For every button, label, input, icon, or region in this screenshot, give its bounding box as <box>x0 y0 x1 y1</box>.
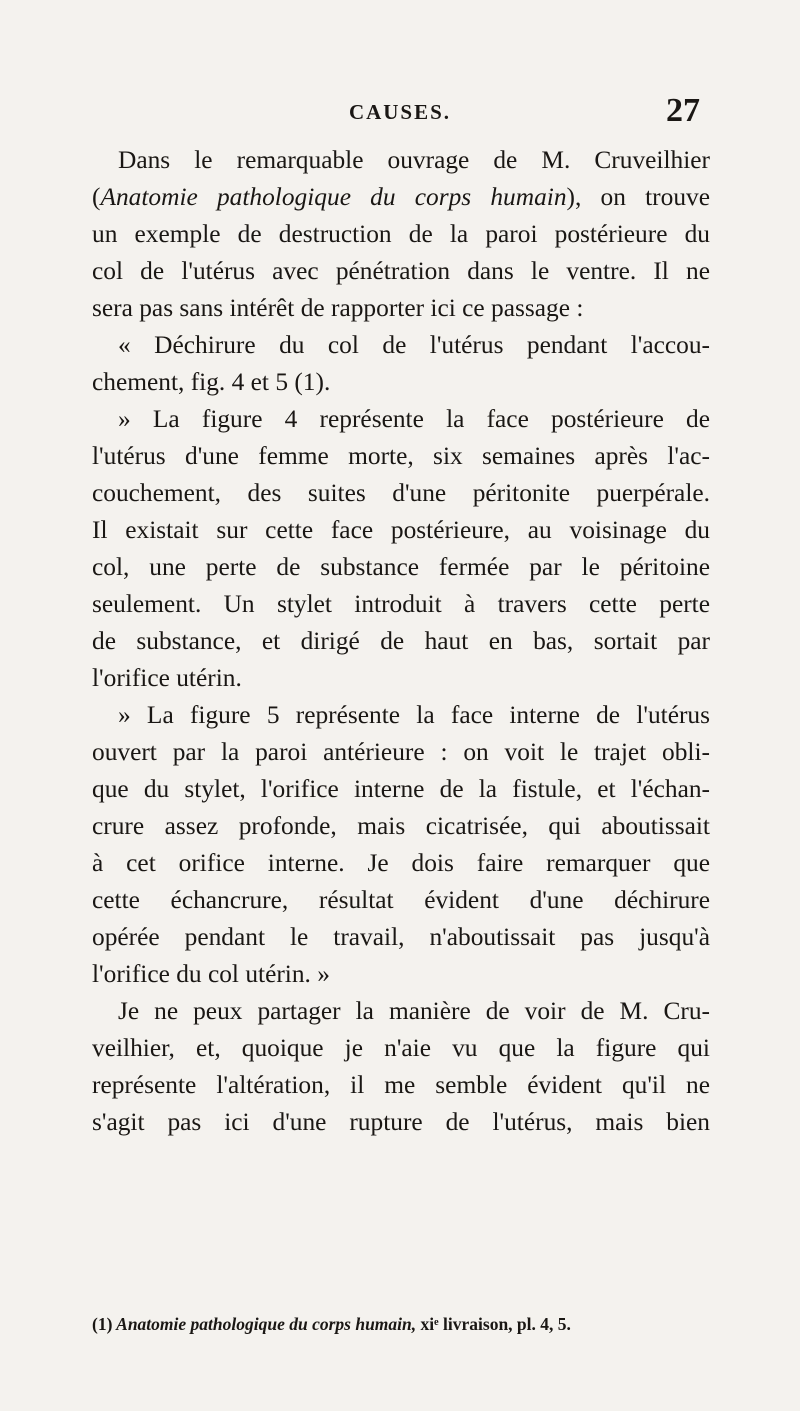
text-line: ouvert par la paroi antérieure : on voit le trajet obli- <box>92 738 710 766</box>
running-head: CAUSES. <box>348 100 452 124</box>
body-text <box>92 142 710 1141</box>
text-line: col de l'utérus avec pénétration dans le ventre. Il ne <box>92 257 710 285</box>
footnote-reference: xiᵉ livraison, pl. 4, 5. <box>420 1314 571 1334</box>
text-line: l'orifice utérin. <box>92 664 242 692</box>
text-line: sera pas sans intérêt de rapporter ici ce passage : <box>92 294 584 322</box>
text-line: » La figure 5 représente la face interne de l'utérus <box>118 701 710 729</box>
text-line: un exemple de destruction de la paroi postérieure du <box>92 220 710 248</box>
footnote-marker: (1) <box>92 1314 113 1334</box>
text-line: col, une perte de substance fermée par le péritoine <box>92 553 710 581</box>
text-line: veilhier, et, quoique je n'aie vu que la figure qui <box>92 1034 710 1062</box>
text-line: de substance, et dirigé de haut en bas, sortait par <box>92 627 710 655</box>
text-line: (Anatomie pathologique du corps humain), on trouve <box>92 183 710 211</box>
text-line: seulement. Un stylet introduit à travers cette perte <box>92 590 710 618</box>
text-line: opérée pendant le travail, n'aboutissait pas jusqu'à <box>92 923 710 951</box>
text-line: couchement, des suites d'une péritonite puerpérale. <box>92 479 710 507</box>
text-line: à cet orifice interne. Je dois faire remarquer que <box>92 849 710 877</box>
cited-work-title: Anatomie pathologique du corps humain <box>100 183 567 211</box>
text-line: que du stylet, l'orifice interne de la fistule, et l'échan- <box>92 775 710 803</box>
page-number: 27 <box>666 92 700 129</box>
text-line: l'orifice du col utérin. » <box>92 960 330 988</box>
text-line: » La figure 4 représente la face postérieure de <box>118 405 710 433</box>
page-header <box>0 92 800 132</box>
text-line: crure assez profonde, mais cicatrisée, qui aboutissait <box>92 812 710 840</box>
footnote-title: Anatomie pathologique du corps humain, <box>116 1314 417 1334</box>
text-line: Je ne peux partager la manière de voir de M. Cru- <box>118 997 710 1025</box>
text-line: « Déchirure du col de l'utérus pendant l'accou- <box>118 331 710 359</box>
text-line: Il existait sur cette face postérieure, au voisinage du <box>92 516 710 544</box>
text-line: l'utérus d'une femme morte, six semaines après l'ac- <box>92 442 710 470</box>
text-line: chement, fig. 4 et 5 (1). <box>92 368 331 396</box>
text-line: représente l'altération, il me semble évident qu'il ne <box>92 1071 710 1099</box>
footnote <box>92 1314 710 1335</box>
text-line: cette échancrure, résultat évident d'une déchirure <box>92 886 710 914</box>
text-line: s'agit pas ici d'une rupture de l'utérus, mais bien <box>92 1108 710 1136</box>
text-line: Dans le remarquable ouvrage de M. Cruveilhier <box>118 146 710 174</box>
